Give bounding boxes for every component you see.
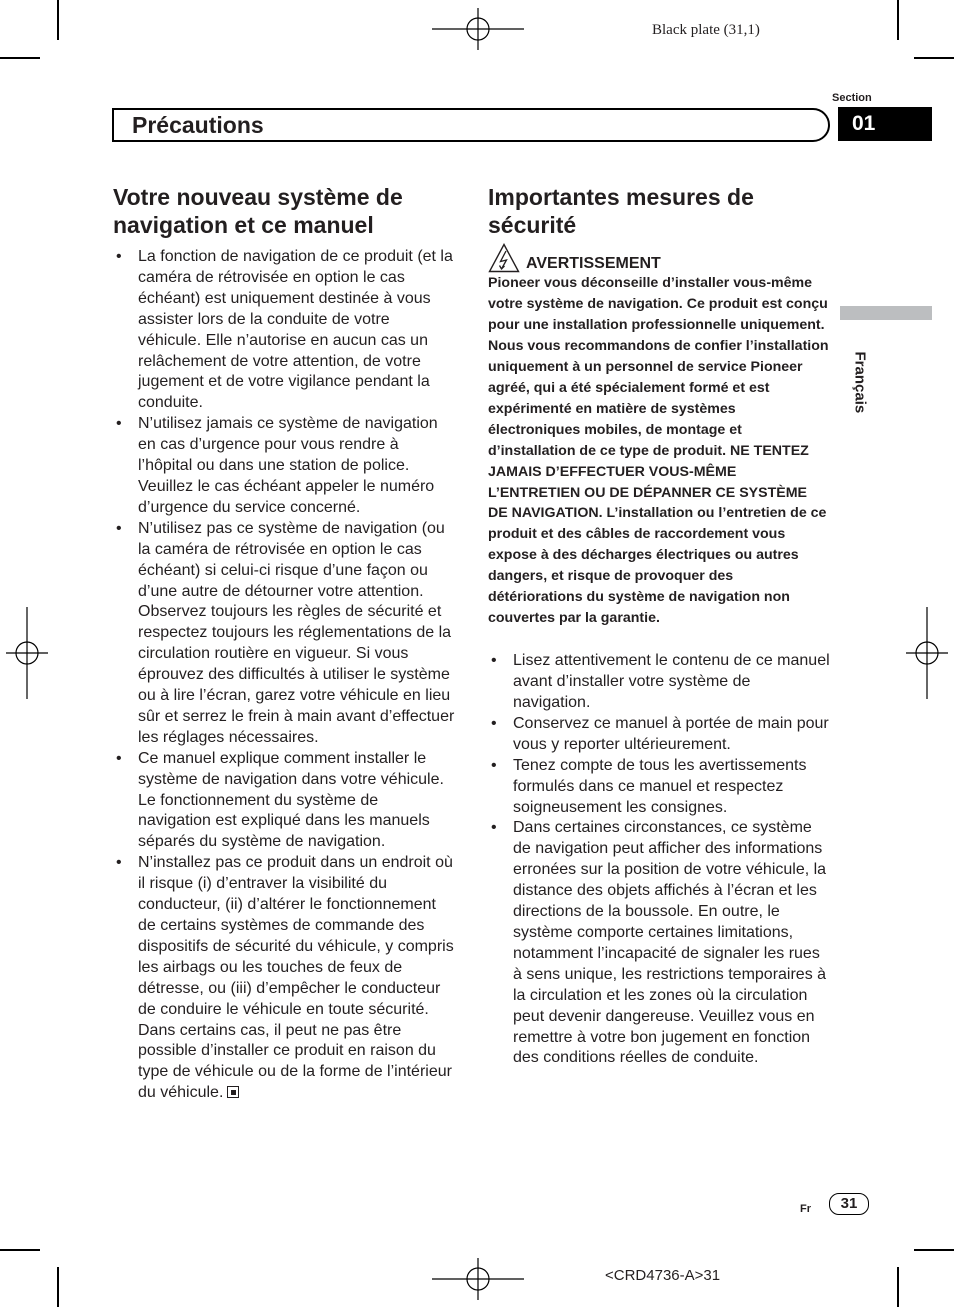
warning-triangle-icon	[488, 243, 520, 273]
crop-mark	[897, 1267, 899, 1307]
list-item: • Conservez ce manuel à portée de main pour vous y reporter ultérieurement.	[491, 714, 829, 753]
left-column	[113, 183, 455, 1104]
list-item-text: N’installez pas ce produit dans un endroit où il risque (i) d’entraver la visibilité du conducteur, (ii) d’altérer le fonctionnement de certains systèmes de commande des dispositifs de sécurité du véhicule, y compris les airbags ou les touches de feux de détresse, ou (iii) d’empêcher le conducteur de conduire le véhicule en toute sécurité. Dans certains cas, il peut ne pas être possible d’installer ce produit en raison du type de véhicule ou de la forme de l’intérieur du véhicule.	[138, 854, 454, 1102]
crop-mark	[0, 57, 40, 59]
registration-mark-icon	[432, 1258, 524, 1300]
right-bullet-list	[488, 651, 830, 1069]
registration-mark-icon	[6, 607, 48, 699]
crop-mark	[57, 0, 59, 40]
document-code: <CRD4736-A>31	[605, 1267, 721, 1284]
list-item: • Dans certaines circonstances, ce système de navigation peut afficher des informations erronées sur la position de votre véhicule, la distance des objets affichés à l’écran et les directions de la boussole. En outre, le système comporte certaines limitations, notamment l’incapacité de signaler les rues à sens unique, les restrictions temporaires à la circulation et les zones où la circulation peut devenir dangereuse. Veuillez vous en remettre à votre bon jugement en fonction des conditions réelles de conduite.	[491, 819, 827, 1067]
left-bullet-list	[113, 247, 455, 1104]
list-item: • N’utilisez pas ce système de navigation (ou la caméra de rétrovisée en option le cas échéant) si celui-ci risque d’une façon ou d’une autre de détourner votre attention. Observez toujours les règles de sécurité et respectez toujours les réglementations de la circulation routière en vigueur. Si vous éprouvez des difficultés à utiliser le système ou à lire l’écran, garez votre véhicule en lieu sûr et serrez le frein à main avant d’effectuer les réglages nécessaires.	[116, 519, 455, 746]
left-heading: Votre nouveau système de navigation et ce manuel	[113, 184, 403, 238]
right-heading: Importantes mesures de sécurité	[488, 184, 754, 238]
list-item: • La fonction de navigation de ce produit (et la caméra de rétrovisée en option le cas échéant) est uniquement destinée à vous assister lors de la conduite de votre véhicule. Elle n’autorise en aucun cas un relâchement de votre attention, de votre jugement et de votre vigilance pendant la conduite.	[116, 248, 453, 412]
crop-mark	[0, 1249, 40, 1251]
crop-mark	[57, 1267, 59, 1307]
list-item: • Lisez attentivement le contenu de ce manuel avant d’installer votre système de navigation.	[491, 652, 830, 712]
list-item-text: Tenez compte de tous les avertissements formulés dans ce manuel et respectez soigneusement les consignes.	[513, 756, 807, 816]
plate-label: Black plate (31,1)	[652, 22, 760, 38]
list-item-text: Dans certaines circonstances, ce système de navigation peut afficher des informations erronées sur la position de votre véhicule, la distance des objets affichés à l’écran et les directions de la boussole. En outre, le système comporte certaines limitations, notamment l’incapacité de signaler les rues à sens unique, les restrictions temporaires à la circulation et les zones où la circulation peut devenir dangereuse. Veuillez vous en remettre à votre bon jugement en fonction des conditions réelles de conduite.	[513, 819, 827, 1067]
list-item: • N’utilisez jamais ce système de navigation en cas d’urgence pour vous rendre à l’hôpital ou dans une station de police. Veuillez le cas échéant appeler le numéro d’urgence du service concerné.	[116, 415, 438, 516]
language-code: Fr	[800, 1203, 811, 1215]
crop-mark	[914, 57, 954, 59]
list-item-text: N’utilisez jamais ce système de navigation en cas d’urgence pour vous rendre à l’hôpital ou dans une station de police. Veuillez le cas échéant appeler le numéro d’urgence du service concerné.	[138, 415, 438, 516]
page-number: 31	[829, 1193, 869, 1215]
crop-mark	[914, 1249, 954, 1251]
list-item: • Tenez compte de tous les avertissements formulés dans ce manuel et respectez soigneusement les consignes.	[491, 756, 807, 816]
warning-title: AVERTISSEMENT	[526, 255, 661, 272]
list-item-text: La fonction de navigation de ce produit (et la caméra de rétrovisée en option le cas échéant) est uniquement destinée à vous assister lors de la conduite de votre véhicule. Elle n’autorise en aucun cas un relâchement de votre attention, de votre jugement et de votre vigilance pendant la conduite.	[138, 248, 453, 412]
header-title: Précautions	[132, 112, 264, 138]
list-item-text: N’utilisez pas ce système de navigation (ou la caméra de rétrovisée en option le cas échéant) si celui-ci risque d’une façon ou d’une autre de détourner votre attention. Observez toujours les règles de sécurité et respectez toujours les réglementations de la circulation routière en vigueur. Si vous éprouvez des difficultés à utiliser le système ou à lire l’écran, garez votre véhicule en lieu sûr et serrez le frein à main avant d’effectuer les réglages nécessaires.	[138, 519, 455, 746]
end-of-section-icon	[227, 1086, 239, 1098]
registration-mark-icon	[906, 607, 948, 699]
list-item: • N’installez pas ce produit dans un endroit où il risque (i) d’entraver la visibilité du conducteur, (ii) d’altérer le fonctionnement de certains systèmes de commande des dispositifs de sécurité du véhicule, y compris les airbags ou les touches de feux de détresse, ou (iii) d’empêcher le conducteur de conduire le véhicule en toute sécurité. Dans certains cas, il peut ne pas être possible d’installer ce produit en raison du type de véhicule ou de la forme de l’intérieur du véhicule.	[116, 854, 454, 1102]
list-item-text: Ce manuel explique comment installer le système de navigation dans votre véhicule. Le fonctionnement du système de navigation est expliqué dans les manuels séparés du système de navigation.	[138, 749, 444, 851]
registration-mark-icon	[432, 8, 524, 50]
list-item-text: Conservez ce manuel à portée de main pour vous y reporter ultérieurement.	[513, 714, 829, 753]
language-label: Français	[851, 351, 869, 414]
right-column	[488, 183, 830, 1069]
warning-text: Pioneer vous déconseille d’installer vous-même votre système de navigation. Ce produit est conçu pour une installation professionnelle uniquement. Nous vous recommandons de confier l’installation uniquement à un personnel de service Pioneer agréé, qui a été spécialement formé et est expérimenté en matière de systèmes électroniques mobiles, de montage et d’installation de ce type de produit. NE TENTEZ JAMAIS D’EFFECTUER VOUS-MÊME L’ENTRETIEN OU DE DÉPANNER CE SYSTÈME DE NAVIGATION. L’installation ou l’entretien de ce produit et des câbles de raccordement vous expose à des décharges électriques ou autres dangers, et risque de provoquer des détériorations du système de navigation non couvertes par la garantie.	[488, 275, 829, 627]
section-label: Section	[832, 92, 872, 104]
warning-header	[488, 243, 830, 273]
list-item-text: Lisez attentivement le contenu de ce manuel avant d’installer votre système de navigation.	[513, 652, 830, 712]
crop-mark	[897, 0, 899, 40]
section-number: 01	[838, 107, 932, 141]
language-tab	[840, 306, 932, 320]
list-item: • Ce manuel explique comment installer le système de navigation dans votre véhicule. Le fonctionnement du système de navigation est expliqué dans les manuels séparés du système de navigation.	[116, 749, 444, 851]
